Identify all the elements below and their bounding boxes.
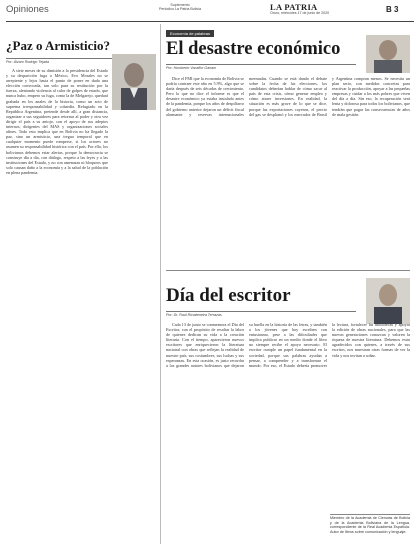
article-title-economy: El desastre económico [166,39,341,59]
article-byline-writer: Por: Dr. Raúl Rivadeneira Terrazas [166,313,222,317]
article-title-writer: Día del escritor [166,285,291,306]
supplement-label [150,3,210,12]
article-body [6,68,108,544]
issue-date: Oruro, miércoles 17 de junio de 2020 [270,11,330,15]
article-body-col2 [112,114,156,544]
article-body-writer [166,322,410,512]
supplement-line-1: Suplemento [170,3,190,7]
article-body-text: A siete meses de su dimisión a la presidencia del Estado y su desparición fuga a México, Evo Morales no se arrepiente y lejos hasta el punto de poner en duda una elección convocada, tan solo para su restitución por la fuerza, alentando violencia al calor de golpes de estado, que nunca hubo, empero su fuga, como la de Melgarejo, quedará grabada en los anales de la historia, como un acto de suprema irresponsabilidad y cobardía. Refugiado en la República Argentina, pretende desde allí, a gran distancia, organizar a sus seguidores para retornar al poder y otra vez dirigir el país a su antojo, con el apoyo de sus adeptos internos, dirigentes del MAS y organizaciones sociales afines. Todo esto implica que en Bolivia no ha llegado la paz, sino un armisticio, una tregua temporal que en cualquier momento puede romperse, si los actores no asumen su responsabilidad histórica con el país. Por ello, los bolivianos debemos estar alertas, porque la democracia se construye día a día, con diálogo, respeto a las leyes y a las instituciones del Estado, y no con amenazas ni bloqueos que solo causan daño a la economía y a la salud de la población en plena pandemia. [6,68,108,175]
byline-rule-economy [166,64,356,65]
article-title: ¿Paz o Armisticio? [6,38,110,53]
byline-rule [6,58,116,59]
section-rule [166,270,410,271]
header-rule [6,21,414,22]
column-divider [160,24,161,544]
article-byline: Por: Álvaro Rodrigo Tejada [6,60,50,64]
supplement-line-2: Periódico La Patria Bolivia [159,7,201,12]
author-note: Miembro de la Academia de Ciencias de Bolivia y de la Academia Boliviana de la Lengua, correspondiente de la Real Academia Española. Autor de libros sobre comunicación y lenguaje. [330,516,410,534]
byline-rule-writer [166,311,356,312]
page-code: B 3 [386,5,399,14]
article-body-economy [166,76,410,266]
author-photo-economy [366,35,410,73]
column-kicker [166,30,214,37]
newspaper-brand: LA PATRIA [270,2,318,12]
article-body-economy-text: Dice el FMI que la economía de Bolivia se podría contraer este año en 5.9%, algo que se daría después de seis décadas de crecimiento. Pero lo que no dice el informe es que el desastre económico ya estaba instalado antes de la pandemia, porque los años de despilfarro del gobierno anterior dejaron un déficit fiscal alarmante y reservas internacionales mermadas. Cuando se está dando el debate sobre la fecha de las elecciones, los candidatos deberían hablar de cómo sacar al país de esta crisis, cómo generar empleo y cómo atraer inversiones. En realidad, la situación es más grave de lo que se dice, porque las exportaciones cayeron, el precio del gas se desplomó y los mercados de Brasil y Argentina compran menos. Se necesita un plan serio, con medidas concretas para reactivar la producción, apoyar a las pequeñas empresas y cuidar a los más pobres que viven del día a día. Sin eso, la recuperación será lenta y dolorosa para todos los bolivianos, que tendrán que pagar las consecuencias de años de mala gestión. [166,76,410,117]
article-body-writer-text: Cada 13 de junio se conmemora el Día del Escritor, con el propósito de resaltar la labor de quienes dedican su vida a la creación literaria. Con el tiempo, aparecieron nuevos escritores que enriquecieron la literatura nacional con obras que reflejan la realidad de nuestro país, sus costumbres, sus luchas y sus esperanzas. En esta ocasión, es justo recordar a los grandes autores bolivianos que dejaron su huella en la historia de las letras, y también a los jóvenes que hoy escriben con entusiasmo, pese a las dificultades que implica publicar en un medio donde el libro no siempre recibe el apoyo necesario. El escritor cumple un papel fundamental en la sociedad, porque sus palabras ayudan a pensar, a comprender y a transformar el mundo. Por eso, el Estado debería promover la lectura, fortalecer las bibliotecas y apoyar la edición de obras nacionales, para que las nuevas generaciones conozcan y valoren la riqueza de nuestra literatura. Debemos estar agradecidos con quienes, a través de sus escritos, nos muestran otras formas de ver la vida y nos invitan a soñar. [166,322,410,368]
author-photo-writer [366,278,410,324]
article-byline-economy: Por: Humberto Vacaflor Ganam [166,66,217,70]
section-title: Opiniones [6,4,49,15]
column-kicker-text: Economía de palabras [170,31,211,36]
footer-rule [330,514,410,515]
author-photo [112,54,156,110]
